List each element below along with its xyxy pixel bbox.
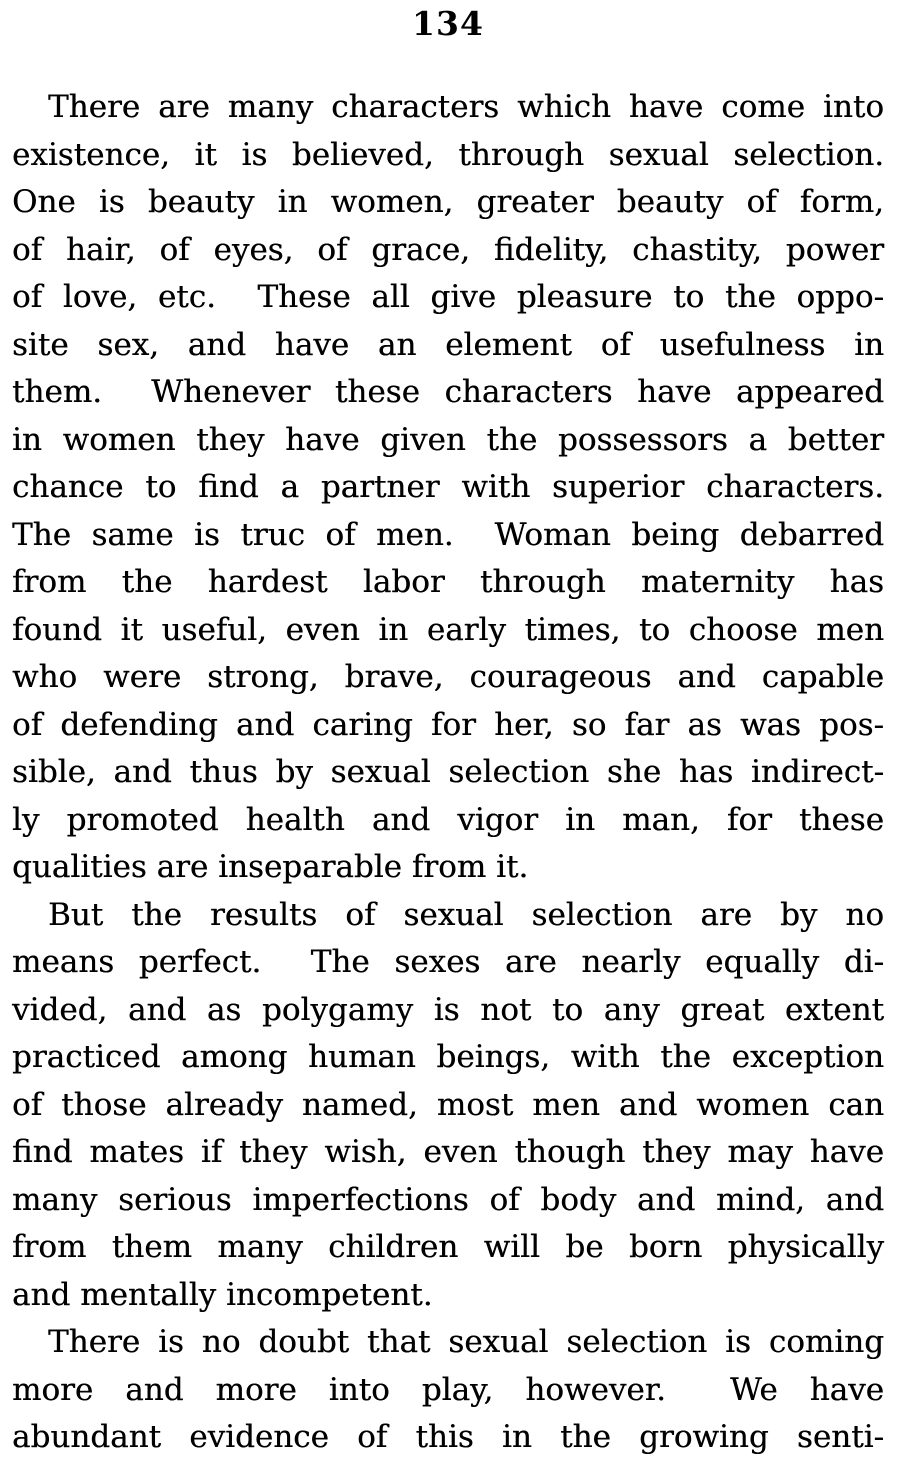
body-text (12, 84, 884, 1462)
text-line: of love, etc. These all give pleasure to the oppo- (12, 279, 884, 315)
text-line: them. Whenever these characters have appeared (12, 374, 884, 410)
text-line: and mentally incompetent. (12, 1276, 433, 1313)
text-line: from them many children will be born physically (12, 1229, 884, 1265)
text-line: The same is truc of men. Woman being debarred (12, 516, 884, 553)
text-line: There is no doubt that sexual selection is coming (48, 1324, 884, 1360)
text-line: One is beauty in women, greater beauty of form, (12, 184, 884, 220)
text-line: qualities are inseparable from it. (12, 849, 529, 885)
text-line: from the hardest labor through maternity has (12, 564, 884, 600)
text-line: many serious imperfections of body and mind, and (12, 1181, 884, 1218)
text-line: of those already named, most men and women can (12, 1086, 884, 1123)
text-line: of hair, of eyes, of grace, fidelity, chastity, power (12, 231, 884, 268)
text-line: find mates if they wish, even though they may have (12, 1134, 884, 1170)
text-line: But the results of sexual selection are by no (48, 896, 884, 933)
text-line: There are many characters which have come into (48, 89, 884, 125)
text-line: site sex, and have an element of usefulness in (12, 326, 884, 363)
text-line: sible, and thus by sexual selection she has indirect- (12, 754, 884, 790)
text-line: existence, it is believed, through sexual selection. (12, 136, 884, 173)
text-line: vided, and as polygamy is not to any great extent (12, 991, 884, 1028)
page-number: 134 (412, 4, 484, 43)
text-line: found it useful, even in early times, to choose men (12, 611, 884, 648)
text-line: ly promoted health and vigor in man, for these (12, 801, 884, 838)
text-line: in women they have given the possessors a better (12, 421, 884, 458)
text-line: of defending and caring for her, so far as was pos- (12, 706, 884, 743)
text-line: chance to find a partner with superior characters. (12, 469, 884, 505)
text-line: means perfect. The sexes are nearly equally di- (12, 944, 884, 980)
text-line: who were strong, brave, courageous and capable (12, 659, 884, 695)
text-line: abundant evidence of this in the growing senti- (12, 1419, 884, 1455)
text-line: practiced among human beings, with the exception (12, 1039, 884, 1075)
text-line: more and more into play, however. We have (12, 1371, 884, 1408)
